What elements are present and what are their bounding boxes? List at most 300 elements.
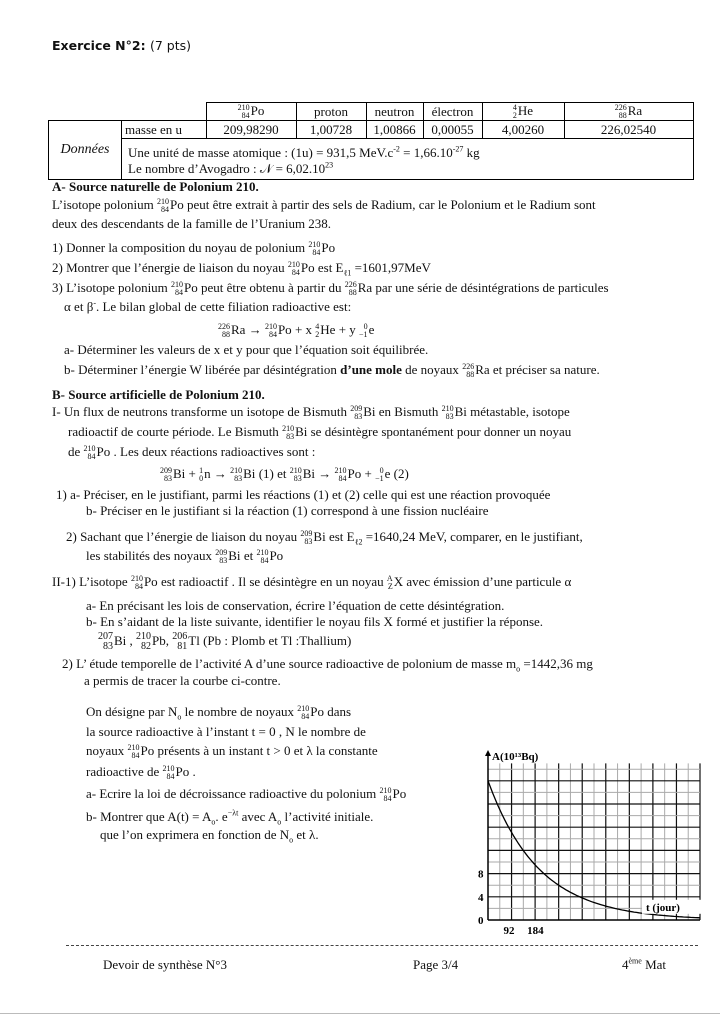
mass-cell: 4,00260 <box>482 121 564 139</box>
text-run: et λ. <box>293 827 319 842</box>
text-run: Le nombre d’Avogadro : 𝒩 = 6,02.10 <box>128 161 326 176</box>
atomic-number: 83 <box>304 537 313 546</box>
nuclide-symbol <box>288 260 315 277</box>
nuclide-symbol <box>265 322 292 339</box>
nuclide-symbol <box>297 704 324 721</box>
mass-number: 209 <box>215 548 228 557</box>
y-tick-label: 0 <box>478 915 484 927</box>
atomic-number: 83 <box>354 412 363 421</box>
element-symbol: Ra <box>475 362 490 377</box>
text-run: est radioactif . Il se désintègre en un noyau <box>157 574 387 589</box>
superscript: -27 <box>452 144 464 154</box>
element-symbol: Po <box>169 197 184 212</box>
nuclide-numbers <box>199 467 203 483</box>
info-line <box>128 161 687 177</box>
atomic-number: 84 <box>312 248 321 257</box>
subscript: o <box>277 817 282 827</box>
activity-chart <box>462 748 702 938</box>
text-run: (1) et <box>255 466 290 481</box>
mass-number: 210 <box>127 743 140 752</box>
text-run: kg <box>463 145 480 160</box>
nuclide-symbol <box>282 424 307 441</box>
nuclide-numbers <box>308 241 320 257</box>
mass-number: 210 <box>287 260 300 269</box>
text-run: L’isotope polonium <box>52 197 157 212</box>
text-line <box>100 827 319 843</box>
element-symbol: e <box>384 466 391 481</box>
text-run: =1640,24 MeV, comparer, en le justifiant, <box>362 529 583 544</box>
nuclide-numbers <box>157 198 169 214</box>
mass-number: 210 <box>441 404 454 413</box>
text-line <box>98 632 351 652</box>
mass-number: 226 <box>218 322 230 331</box>
element-symbol: Po <box>321 240 336 255</box>
element-symbol: Bi <box>243 466 256 481</box>
nuclide-symbol <box>160 466 185 483</box>
text-run: α et β <box>64 299 94 314</box>
text-line <box>52 387 265 403</box>
text-run: → <box>245 322 265 337</box>
footer-class: 4ème Mat <box>622 957 667 972</box>
element-symbol: Po <box>269 548 284 563</box>
atomic-number: 84 <box>131 751 140 760</box>
element-symbol: Po <box>392 786 407 801</box>
atomic-number: 2 <box>512 111 517 120</box>
atomic-number: 83 <box>219 556 228 565</box>
nuclide-symbol <box>199 466 211 483</box>
text-line <box>52 179 259 195</box>
atomic-number: 88 <box>618 111 627 120</box>
text-run: est E <box>325 529 355 544</box>
nuclide-numbers <box>345 281 357 297</box>
nuclide-symbol <box>375 466 390 483</box>
nuclide-symbol <box>335 466 362 483</box>
text-run: dans <box>323 704 352 719</box>
nuclide-symbol <box>157 197 184 214</box>
nuclide-symbol <box>136 632 166 652</box>
nuclide-symbol <box>215 548 240 565</box>
atomic-number: 83 <box>234 474 243 483</box>
atomic-number: −1 <box>359 330 368 339</box>
superscript: -2 <box>393 144 400 154</box>
element-symbol: Po <box>300 260 315 275</box>
atomic-number: 82 <box>141 641 152 652</box>
element-symbol: He <box>320 322 336 337</box>
page-edge <box>0 1013 720 1014</box>
element-symbol: Po <box>140 743 155 758</box>
mass-number: 209 <box>160 466 172 475</box>
mass-cell: 1,00728 <box>296 121 366 139</box>
text-run: =1442,36 mg <box>520 656 593 671</box>
text-run: a- Déterminer les valeurs de x et y pour que l’équation soit équilibrée. <box>64 342 429 357</box>
text-line <box>68 424 571 441</box>
text-run: radioactive de <box>86 764 163 779</box>
text-line <box>52 216 331 232</box>
atomic-number: 83 <box>164 474 172 483</box>
text-line <box>52 280 609 297</box>
mass-row <box>49 121 694 139</box>
text-run: 2) Sachant que l’énergie de liaison du noyau <box>66 529 301 544</box>
nuclide-numbers <box>98 632 113 652</box>
header-proton <box>296 103 366 121</box>
y-tick-label: 8 <box>478 868 484 881</box>
nuclide-symbol <box>84 444 111 461</box>
element-symbol: Po <box>310 704 324 719</box>
element-symbol: Po <box>277 322 292 337</box>
element-symbol: Bi <box>454 404 467 419</box>
text-run: → <box>210 466 231 481</box>
text-line <box>66 529 583 546</box>
mass-number: 210 <box>230 466 243 475</box>
atomic-number: 88 <box>466 370 475 379</box>
atomic-number: 88 <box>222 330 230 339</box>
nuclide-numbers <box>160 467 172 483</box>
nuclide-symbol <box>218 322 245 339</box>
text-run: a- Ecrire la loi de décroissance radioactive du polonium <box>86 786 380 801</box>
table-header-row <box>49 103 694 121</box>
element-symbol: Bi <box>173 466 186 481</box>
text-run: On désigne par N <box>86 704 178 719</box>
atomic-number: 81 <box>177 641 188 652</box>
atomic-number: 84 <box>134 582 143 591</box>
nuclide-numbers <box>615 104 627 120</box>
text-run: b- Déterminer l’énergie W libérée par désintégration <box>64 362 341 377</box>
mass-number: 226 <box>344 280 357 289</box>
text-run: de noyaux <box>401 362 463 377</box>
element-symbol: Ra <box>627 103 643 118</box>
text-run: . Les deux réactions radioactives sont : <box>110 444 316 459</box>
footer-divider <box>66 945 698 946</box>
nuclide-symbol <box>128 743 155 760</box>
bold-text: d’une mole <box>340 362 402 377</box>
text-line <box>86 809 373 825</box>
text-run: avec émission d’une particule α <box>403 574 572 589</box>
mass-number: 4 <box>512 103 517 112</box>
subscript: o <box>516 664 521 674</box>
text-run: II-1) L’isotope <box>52 574 131 589</box>
header-neutron <box>366 103 423 121</box>
text-run: par une série de désintégrations de particules <box>372 280 609 295</box>
nuclide-numbers <box>171 281 183 297</box>
nuclide-symbol <box>172 632 200 652</box>
text-line <box>86 548 283 565</box>
y-axis-arrow <box>485 750 491 756</box>
text-run: proton <box>314 103 348 119</box>
x-tick-label: 184 <box>527 925 544 937</box>
element-symbol: Bi <box>363 404 376 419</box>
nuclide-numbers <box>172 632 187 652</box>
info-row <box>49 139 694 180</box>
nuclide-numbers <box>84 445 96 461</box>
element-symbol: Po <box>250 103 265 118</box>
mass-number: 209 <box>300 529 313 538</box>
nuclide-symbol <box>171 280 198 297</box>
atomic-number: 84 <box>241 111 250 120</box>
atomic-number: 83 <box>286 432 295 441</box>
text-run: et <box>240 548 257 563</box>
text-line <box>218 322 374 339</box>
text-run: I- Un flux de neutrons transforme un isotope de Bismuth <box>52 404 351 419</box>
nuclide-symbol <box>300 529 325 546</box>
nuclide-numbers <box>136 632 151 652</box>
text-run: est E <box>314 260 344 275</box>
text-run: neutron <box>374 103 415 119</box>
text-line <box>86 724 366 740</box>
text-run: radioactif de courte période. Le Bismuth <box>68 424 283 439</box>
mass-number: 210 <box>162 764 175 773</box>
x-axis-label: t (jour) <box>646 901 680 914</box>
nuclide-symbol <box>238 103 265 120</box>
text-line <box>52 240 335 257</box>
element-symbol: Bi <box>114 633 127 648</box>
title-text: Exercice N°2 <box>52 38 141 53</box>
superscript: 23 <box>325 160 334 170</box>
nuclide-symbol <box>308 240 335 257</box>
mass-number: 210 <box>334 466 347 475</box>
atomic-number: 84 <box>87 452 96 461</box>
text-run: + y <box>335 322 360 337</box>
nuclide-numbers <box>128 744 140 760</box>
text-line <box>52 404 570 421</box>
nuclide-numbers <box>282 425 294 441</box>
text-run: , <box>165 633 173 648</box>
nuclide-numbers <box>290 467 302 483</box>
text-run: métastable, isotope <box>466 404 570 419</box>
element-symbol: Po <box>96 444 111 459</box>
text-run: , <box>126 633 137 648</box>
text-line <box>64 362 600 379</box>
nuclide-numbers <box>335 467 347 483</box>
text-line <box>86 704 351 721</box>
nuclide-symbol <box>163 764 190 781</box>
nuclide-symbol <box>359 322 374 339</box>
superscript: - <box>93 298 96 308</box>
header-he4 <box>482 103 564 121</box>
element-symbol: n <box>204 466 211 481</box>
nuclide-numbers <box>288 261 300 277</box>
nuclide-numbers <box>350 405 362 421</box>
mass-number: A <box>386 574 393 583</box>
text-line <box>64 299 351 315</box>
mass-number: 1 <box>199 466 204 475</box>
text-line <box>86 786 406 803</box>
y-axis-label: A(10¹³Bq) <box>492 751 539 763</box>
mass-label: masse en u <box>122 121 207 139</box>
mass-number: 4 <box>315 322 320 331</box>
text-run: . <box>189 764 196 779</box>
text-run: a- En précisant les lois de conservation, écrire l’équation de cette désintégration. <box>86 598 505 613</box>
nuclide-numbers <box>218 323 230 339</box>
superscript: −λt <box>227 808 239 818</box>
subscript: ℓ1 <box>343 268 352 278</box>
mass-number: 226 <box>614 103 627 112</box>
text-run: se désintègre spontanément pour donner un noyau <box>307 424 572 439</box>
nuclide-symbol <box>131 574 158 591</box>
nuclide-symbol <box>315 322 335 339</box>
text-run: . e <box>215 809 228 824</box>
atomic-number: 88 <box>348 288 357 297</box>
nuclide-numbers <box>387 575 393 591</box>
constants-info <box>122 139 694 180</box>
donnees-label: Données <box>49 121 122 180</box>
atomic-number: 2 <box>315 330 320 339</box>
mass-cell: 226,02540 <box>564 121 693 139</box>
text-run: de <box>68 444 84 459</box>
mass-number: 210 <box>130 574 143 583</box>
text-run: et préciser sa nature. <box>489 362 600 377</box>
text-run: la source radioactive à l’instant t = 0 , N le nombre de <box>86 724 366 739</box>
atomic-number: 84 <box>166 772 175 781</box>
nuclide-numbers <box>256 549 268 565</box>
mass-number: 210 <box>297 704 310 713</box>
atomic-number: 83 <box>103 641 113 652</box>
text-run: (Pb : Plomb et Tl :Thallium) <box>199 633 352 648</box>
mass-number: 209 <box>350 404 363 413</box>
x-tick-label: 92 <box>503 925 515 937</box>
text-line <box>52 574 571 591</box>
text-run: b- En s’aidant de la liste suivante, identifier le noyau fils X formé et justifier la réponse. <box>86 614 544 629</box>
nuclide-symbol <box>513 103 533 120</box>
element-symbol: Ra <box>231 322 246 337</box>
atomic-number: 84 <box>260 556 269 565</box>
mass-cell: 1,00866 <box>366 121 423 139</box>
mass-number: 0 <box>379 466 384 475</box>
mass-number: 210 <box>379 786 392 795</box>
text-line <box>86 614 543 630</box>
text-run: présents à un instant t > 0 et λ la constante <box>154 743 378 758</box>
text-line <box>160 466 409 483</box>
nuclide-numbers <box>442 405 454 421</box>
element-symbol: Po <box>175 764 190 779</box>
text-run: a permis de tracer la courbe ci-contre. <box>84 673 281 688</box>
info-line <box>128 145 687 161</box>
atomic-number: 84 <box>301 712 310 721</box>
text-run: noyaux <box>86 743 128 758</box>
text-run: deux des descendants de la famille de l’Uranium 238. <box>52 216 332 231</box>
atomic-number: 84 <box>338 474 347 483</box>
text-run: 1) Donner la composition du noyau de polonium <box>52 240 309 255</box>
text-line <box>52 197 596 214</box>
header-ra226 <box>564 103 693 121</box>
mass-number: 207 <box>98 631 113 642</box>
text-run: 3) L’isotope polonium <box>52 280 172 295</box>
nuclide-numbers <box>215 549 227 565</box>
atomic-number: 83 <box>293 474 302 483</box>
nuclide-symbol <box>462 362 489 379</box>
atomic-number: 84 <box>383 794 392 803</box>
text-line <box>64 342 428 358</box>
y-tick-label: 4 <box>478 891 484 904</box>
element-symbol: Bi <box>302 466 316 481</box>
text-line <box>62 656 593 672</box>
data-table <box>48 102 694 180</box>
atomic-number: −1 <box>375 474 384 483</box>
nuclide-numbers <box>265 323 277 339</box>
text-run: = 1,66.10 <box>399 145 453 160</box>
atomic-number: 84 <box>175 288 184 297</box>
element-symbol: Tl <box>188 633 200 648</box>
header-po210 <box>206 103 296 121</box>
text-run: 1) a- Préciser, en le justifiant, parmi les réactions (1) et (2) celle qui est une réaction provoquée <box>56 487 551 502</box>
atomic-number: 0 <box>199 474 204 483</box>
text-run: 2) L’ étude temporelle de l’activité A d’une source radioactive de polonium de masse m <box>62 656 517 671</box>
nuclide-numbers <box>359 323 368 339</box>
nuclide-symbol <box>442 404 467 421</box>
mass-number: 210 <box>308 240 321 249</box>
nuclide-numbers <box>238 104 250 120</box>
nuclide-symbol <box>345 280 372 297</box>
atomic-number: 84 <box>291 268 300 277</box>
text-run: =1601,97MeV <box>351 260 431 275</box>
mass-number: 210 <box>264 322 277 331</box>
nuclide-numbers <box>375 467 384 483</box>
atomic-number: Z <box>387 582 393 591</box>
mass-cell: 0,00055 <box>423 121 482 139</box>
text-run: peut être extrait à partir des sels de Radium, car le Polonium et le Radium sont <box>183 197 596 212</box>
text-run: + <box>361 466 376 481</box>
mass-number: 210 <box>256 548 269 557</box>
nuclide-numbers <box>230 467 242 483</box>
text-run: l’activité initiale. <box>281 809 374 824</box>
element-symbol: He <box>517 103 534 118</box>
text-run: 2) Montrer que l’énergie de liaison du noyau <box>52 260 288 275</box>
text-run: + x <box>291 322 316 337</box>
nuclide-numbers <box>131 575 143 591</box>
text-run: . Le bilan global de cette filiation radioactive est: <box>95 299 352 314</box>
header-electron <box>423 103 482 121</box>
subscript: o <box>177 712 182 722</box>
text-run: électron <box>431 103 474 119</box>
nuclide-numbers <box>379 787 391 803</box>
exercise-title: Exercice N°2: (7 pts) <box>52 38 191 53</box>
text-line <box>68 444 315 461</box>
mass-number: 210 <box>136 631 152 642</box>
text-line <box>84 673 281 689</box>
mass-number: 210 <box>289 466 302 475</box>
element-symbol: Bi <box>295 424 308 439</box>
nuclide-numbers <box>513 104 517 120</box>
nuclide-symbol <box>615 103 642 120</box>
nuclide-symbol <box>290 466 315 483</box>
text-run: (2) <box>390 466 409 481</box>
text-line <box>56 487 550 503</box>
text-line <box>86 503 489 519</box>
atomic-number: 83 <box>445 412 454 421</box>
text-run: → <box>315 466 335 481</box>
nuclide-symbol <box>350 404 375 421</box>
mass-number: 0 <box>363 322 368 331</box>
mass-number: 210 <box>171 280 184 289</box>
text-run: que l’on exprimera en fonction de N <box>100 827 290 842</box>
element-symbol: Pb <box>152 633 166 648</box>
subscript: o <box>289 835 294 845</box>
bold-text: B- Source artificielle de Polonium 210. <box>52 387 265 402</box>
footer-page: Page 3/4 <box>413 957 459 972</box>
text-line <box>52 260 431 277</box>
text-run: b- Montrer que A(t) = A <box>86 809 212 824</box>
nuclide-numbers <box>462 363 474 379</box>
text-run: le nombre de noyaux <box>181 704 298 719</box>
text-run: Une unité de masse atomique : (1u) = 931,5 MeV.c <box>128 145 394 160</box>
element-symbol: Ra <box>357 280 373 295</box>
mass-number: 210 <box>282 424 295 433</box>
mass-number: 210 <box>83 444 96 453</box>
text-run: en Bismuth <box>375 404 442 419</box>
text-line <box>86 764 196 781</box>
text-line <box>86 598 504 614</box>
points: (7 pts) <box>149 38 191 53</box>
subscript: ℓ2 <box>354 537 363 547</box>
